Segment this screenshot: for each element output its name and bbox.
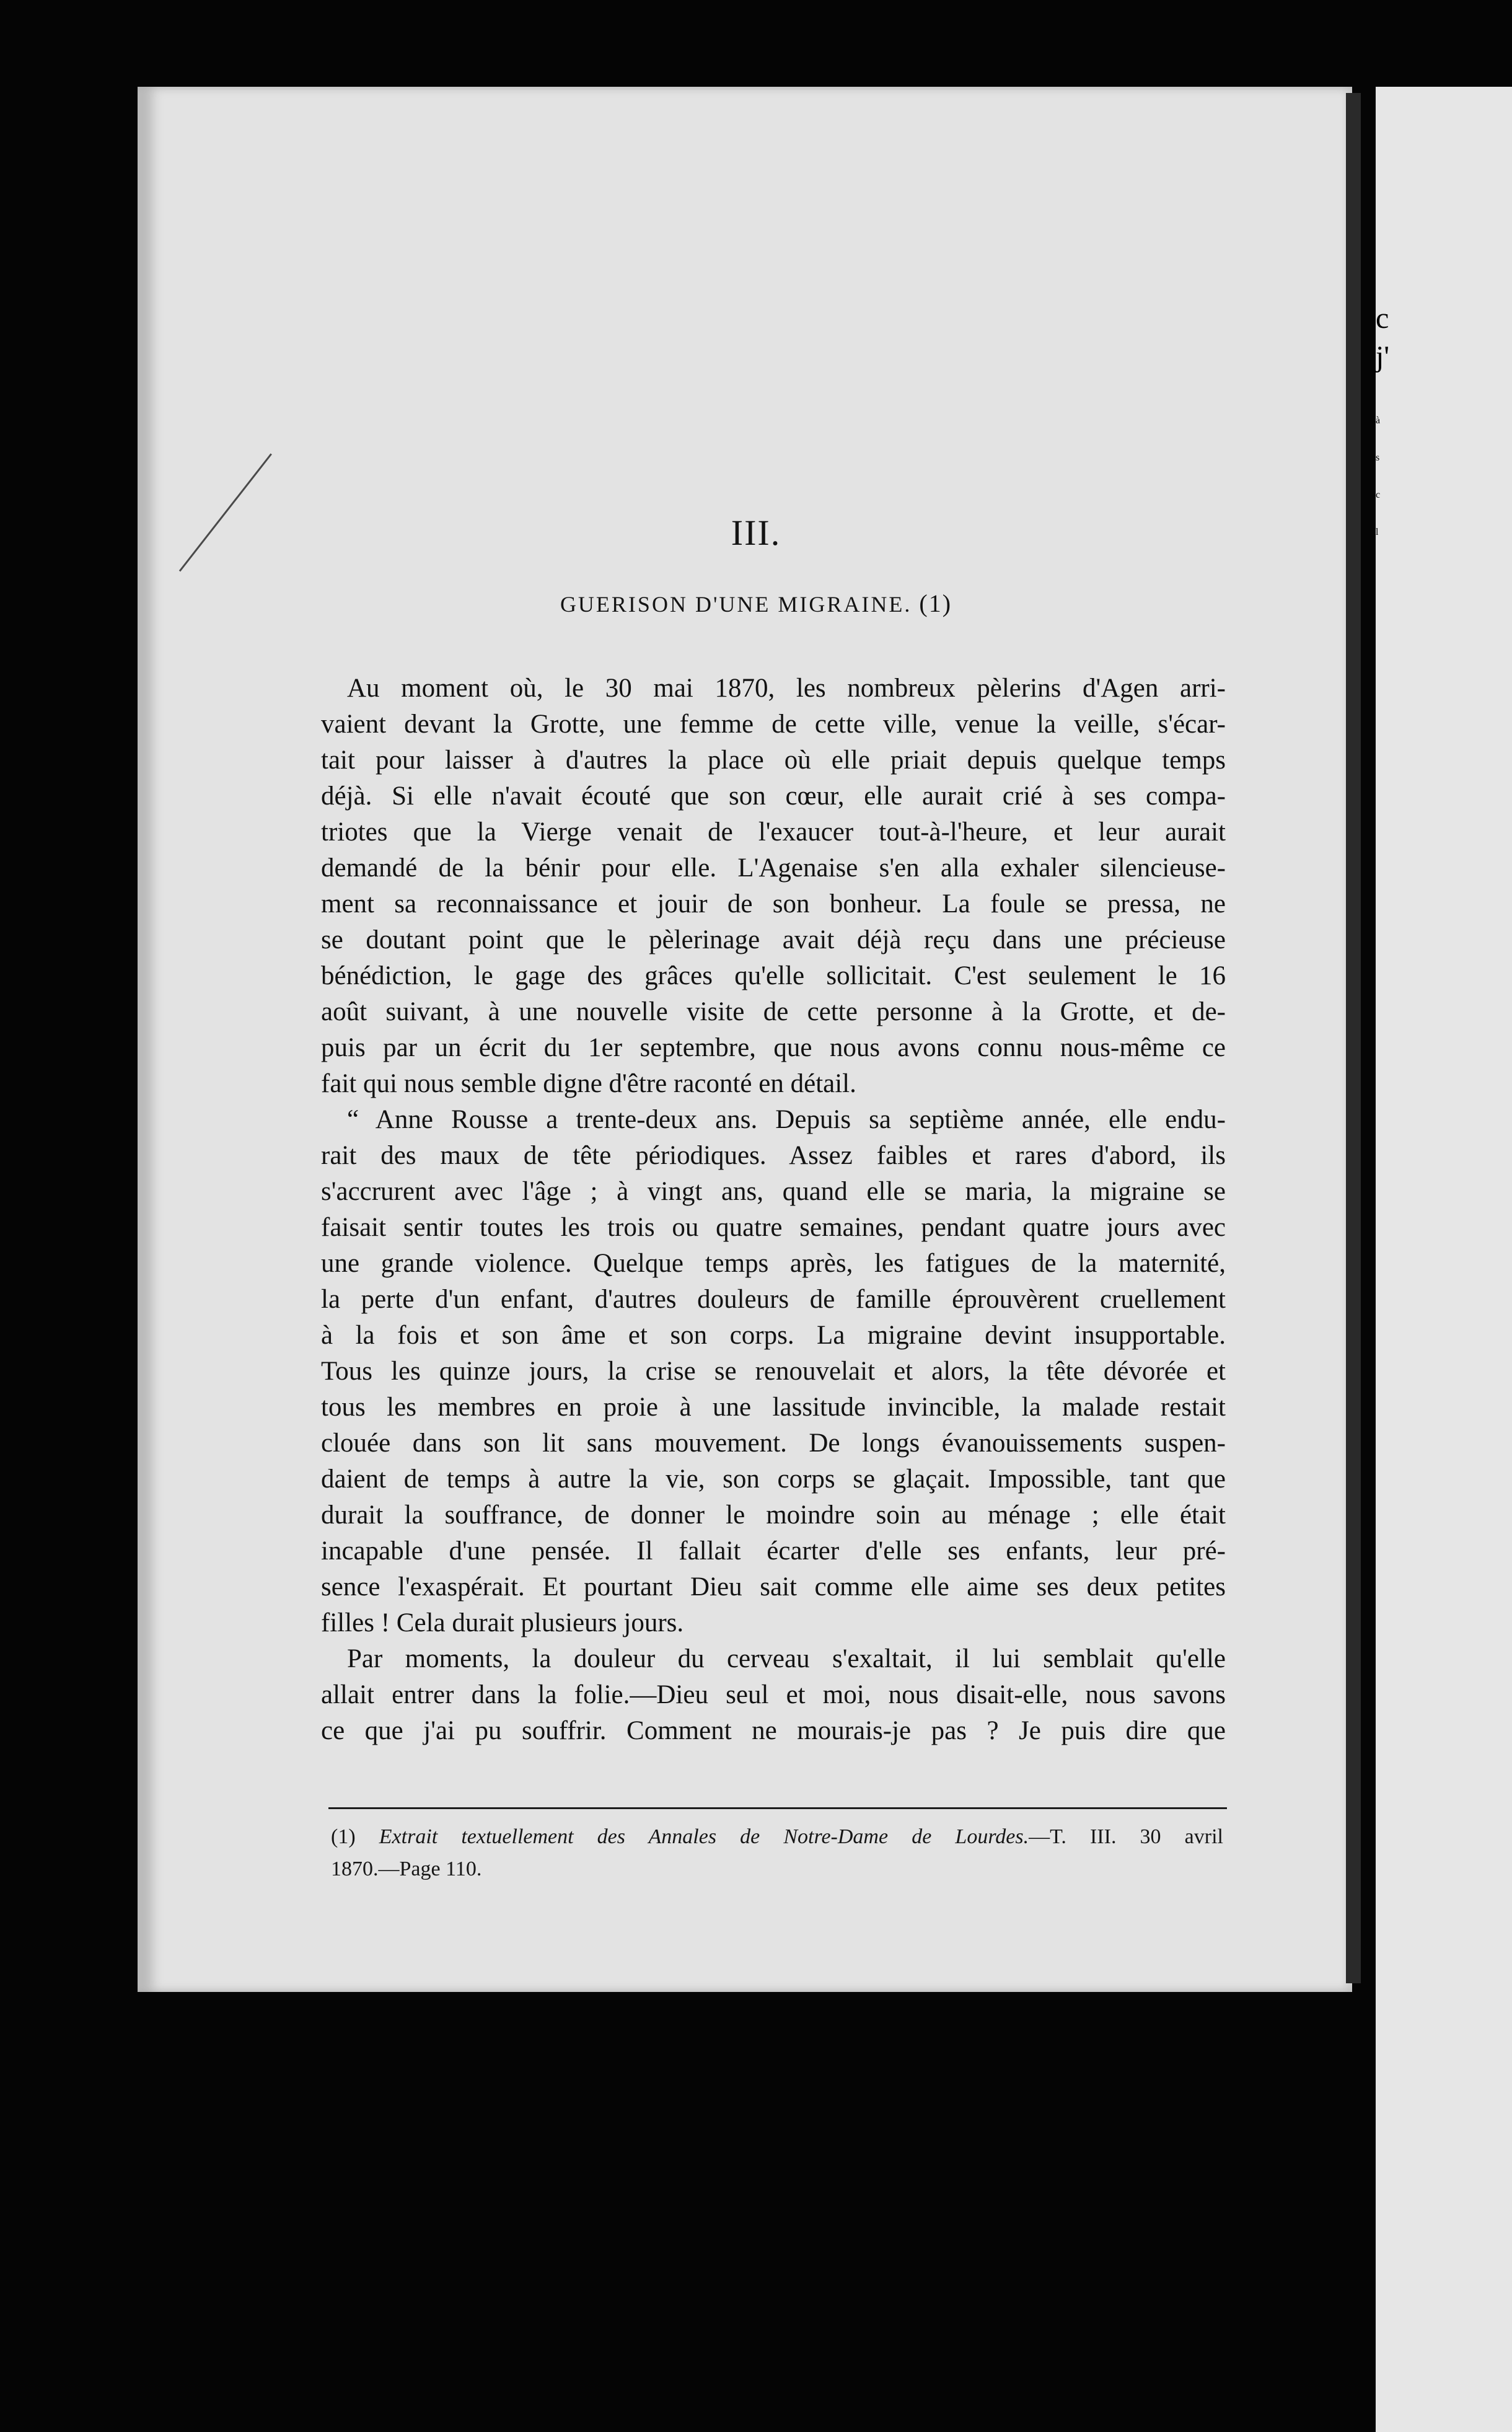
footnote-line: 1870.—Page 110. xyxy=(331,1857,482,1880)
text-line: ce que j'ai pu souffrir. Comment ne mourais-je pas ? Je puis dire que xyxy=(321,1716,1226,1745)
text-line: se doutant point que le pèlerinage avait déjà reçu dans une précieuse xyxy=(321,925,1226,954)
next-page-fragment: j' xyxy=(1376,340,1512,2245)
text-line: Au moment où, le 30 mai 1870, les nombreux pèlerins d'Agen arri- xyxy=(347,674,1226,703)
chapter-title xyxy=(0,589,1512,618)
text-line: vaient devant la Grotte, une femme de cette ville, venue la veille, s'écar- xyxy=(321,710,1226,739)
next-page-fragment: à xyxy=(1376,415,1512,2320)
text-line: “ Anne Rousse a trente-deux ans. Depuis sa septième année, elle endu- xyxy=(347,1105,1226,1134)
footnote xyxy=(331,1821,1223,1885)
text-line: déjà. Si elle n'avait écouté que son cœur, elle aurait crié à ses compa- xyxy=(321,782,1226,811)
text-line: la perte d'un enfant, d'autres douleurs de famille éprouvèrent cruellement xyxy=(321,1285,1226,1314)
footnote-marker: (1) xyxy=(331,1825,356,1848)
next-page-fragment: c xyxy=(1376,490,1512,2395)
next-page-fragment: c xyxy=(1376,301,1512,2206)
text-line: daient de temps à autre la vie, son corps se glaçait. Impossible, tant que xyxy=(321,1465,1226,1494)
text-line: triotes que la Vierge venait de l'exaucer tout-à-l'heure, et leur aurait xyxy=(321,817,1226,847)
footnote-reference: (1) xyxy=(919,589,952,617)
text-line: incapable d'une pensée. Il fallait écarter d'elle ses enfants, leur pré- xyxy=(321,1536,1226,1566)
text-line: sence l'exaspérait. Et pourtant Dieu sait comme elle aime ses deux petites xyxy=(321,1572,1226,1602)
text-line: s'accrurent avec l'âge ; à vingt ans, quand elle se maria, la migraine se xyxy=(321,1177,1226,1206)
footnote-line xyxy=(331,1821,1223,1853)
text-line: Tous les quinze jours, la crise se renouvelait et alors, la tête dévorée et xyxy=(321,1357,1226,1386)
text-line: clouée dans son lit sans mouvement. De longs évanouissements suspen- xyxy=(321,1429,1226,1458)
text-line: une grande violence. Quelque temps après, les fatigues de la maternité, xyxy=(321,1249,1226,1278)
text-line: tous les membres en proie à une lassitude invincible, la malade restait xyxy=(321,1393,1226,1422)
body-text xyxy=(321,671,1226,1749)
text-line: filles ! Cela durait plusieurs jours. xyxy=(321,1608,684,1637)
text-line: août suivant, à une nouvelle visite de cette personne à la Grotte, et de- xyxy=(321,997,1226,1026)
chapter-number: III. xyxy=(731,513,781,553)
chapter-title-text: GUERISON D'UNE MIGRAINE. xyxy=(560,592,912,617)
next-page-fragment: l xyxy=(1376,527,1512,2432)
text-line: rait des maux de tête périodiques. Assez faibles et rares d'abord, ils xyxy=(321,1141,1226,1170)
text-line: durait la souffrance, de donner le moindre soin au ménage ; elle était xyxy=(321,1500,1226,1530)
text-line: faisait sentir toutes les trois ou quatre semaines, pendant quatre jours avec xyxy=(321,1213,1226,1242)
page-binding-edge xyxy=(1346,93,1361,1983)
text-line: ment sa reconnaissance et jouir de son bonheur. La foule se pressa, ne xyxy=(321,889,1226,919)
text-line: Par moments, la douleur du cerveau s'exaltait, il lui semblait qu'elle xyxy=(347,1644,1226,1673)
text-line: bénédiction, le gage des grâces qu'elle sollicitait. C'est seulement le 16 xyxy=(321,961,1226,990)
text-line: tait pour laisser à d'autres la place où elle priait depuis quelque temps xyxy=(321,746,1226,775)
text-line: fait qui nous semble digne d'être raconté en détail. xyxy=(321,1069,856,1098)
text-line: allait entrer dans la folie.—Dieu seul et moi, nous disait-elle, nous savons xyxy=(321,1680,1226,1709)
text-line: puis par un écrit du 1er septembre, que nous avons connu nous-même ce xyxy=(321,1033,1226,1062)
footnote-source: Extrait textuellement des Annales de Notre-Dame de Lourdes. xyxy=(379,1825,1029,1848)
footnote-reference-detail: —T. III. 30 avril xyxy=(1029,1825,1223,1848)
next-page-fragment: s xyxy=(1376,452,1512,2358)
footnote-separator xyxy=(328,1807,1227,1809)
text-line: demandé de la bénir pour elle. L'Agenaise s'en alla exhaler silencieuse- xyxy=(321,853,1226,883)
text-line: à la fois et son âme et son corps. La migraine devint insupportable. xyxy=(321,1321,1226,1350)
